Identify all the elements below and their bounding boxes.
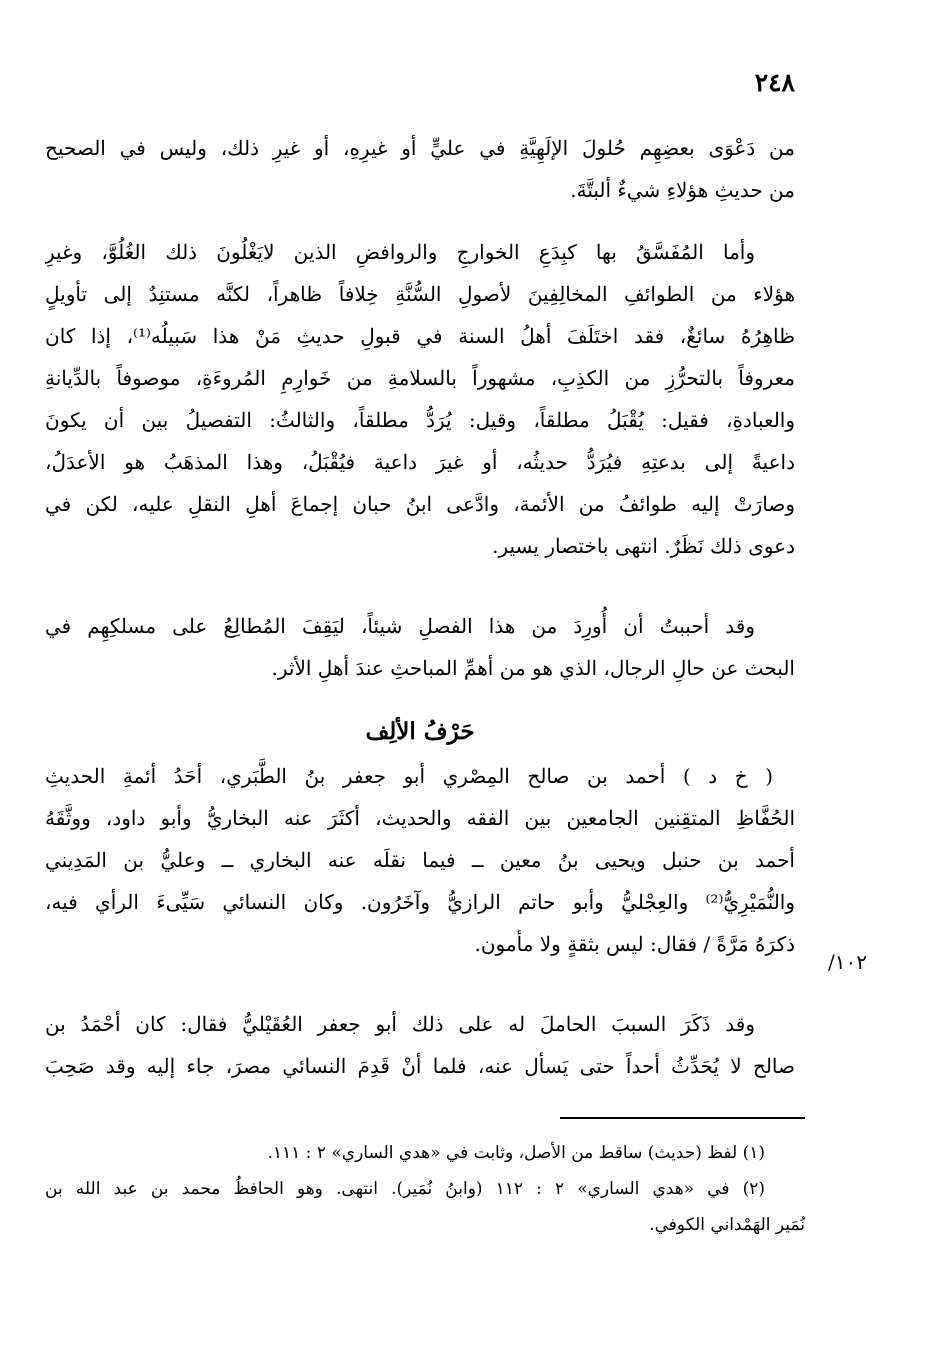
text-line: الحُفَّاظِ المتقِنين الجامعين بين الفقه والحديث، أكثَرَ عنه البخاريُّ وأبو داود، ووثَّقَهُ: [45, 806, 795, 830]
paragraph-2: [45, 231, 795, 567]
paragraph-3: [45, 605, 795, 689]
text-line: البحث عن حالِ الرجال، الذي هو من أهمِّ المباحثِ عندَ أهلِ الأثر.: [271, 656, 795, 680]
text-line: ظاهِرُهُ سائغٌ، فقد اختَلَفَ أهلُ السنة في قبولِ حديثِ مَنْ هذا سَبيلُه⁽¹⁾، إذا كان: [45, 324, 795, 348]
entry-paragraph-2: [45, 1003, 795, 1087]
paragraph-1: [45, 127, 795, 211]
text-line: ( خ د ) أحمد بن صالح المِصْري أبو جعفر بنُ الطَّبَري، أحَدُ أئمةِ الحديثِ: [45, 764, 773, 788]
text-line: وقد أحببتُ أن أُورِدَ من هذا الفصلِ شيئاً، ليَقِفَ المُطالِعُ على مسلكِهِم في: [45, 614, 755, 638]
section-heading: حَرْفُ الألِف: [365, 718, 475, 745]
text-line: دعوى ذلك نَظَرٌ. انتهى باختصار يسير.: [492, 534, 795, 558]
entry-paragraph-1: [45, 755, 795, 965]
margin-page-reference: ١٠٢/: [828, 950, 867, 974]
text-line: صالح لا يُحَدِّثُ أحداً حتى يَسأل عنه، فلما أنْ قَدِمَ النسائي مصرَ، جاء إليه وقد صَحِبَ: [45, 1054, 795, 1078]
footnote-2: (٢) في «هدي الساري» ٢ : ١١٢ (وابنُ نُمَير). انتهى. وهو الحافظُ محمد بن عبد الله بن: [45, 1179, 765, 1199]
text-line: وصارَتْ إليه طوائفُ من الأئمة، وادَّعى ابنُ حبان إجماعَ أهلِ النقلِ عليه، لكن في: [45, 492, 795, 516]
text-line: وقد ذَكَرَ السببَ الحاملَ له على ذلك أبو جعفر العُقَيْليُّ فقال: كان أحْمَدُ بن: [45, 1012, 755, 1036]
text-line: من حديثِ هؤلاءِ شيءٌ ألبتَّةَ.: [570, 178, 795, 202]
footnote-2-continuation: نُمَير الهَمْداني الكوفي.: [649, 1215, 805, 1235]
text-line: والعبادةِ، فقيل: يُقْبَلُ مطلقاً، وقيل: يُرَدُّ مطلقاً، والثالثُ: التفصيلُ بين أن يكونَ: [45, 408, 795, 432]
text-line: ذكرَهُ مَرَّةً / فقال: ليس بثقةٍ ولا مأمون.: [474, 932, 795, 956]
footnotes: [45, 1135, 805, 1243]
text-line: معروفاً بالتحرُّزِ من الكذِبِ، مشهوراً بالسلامةِ من خَوارِمِ المُروءَةِ، موصوفاً بالدِّيانةِ: [45, 366, 795, 390]
text-line: من دَعْوَى بعضِهِم حُلولَ الإلَهِيَّةِ في عليٍّ أو غيرِهِ، أو غيرِ ذلك، وليس في الصحيح: [45, 136, 795, 160]
footnote-1: (١) لفظ (حديث) ساقط من الأصل، وثابت في «هدي الساري» ٢ : ١١١.: [267, 1143, 765, 1163]
text-line: هؤلاء من الطوائفِ المخالِفِينَ لأصولِ السُّنَّةِ خِلافاً ظاهراً، لكنَّه مستنِدٌ إلى تأويلٍ: [45, 282, 795, 306]
page-number: ٢٤٨: [754, 68, 795, 97]
text-line: وأما المُفَسَّقُ بها كبِدَعِ الخوارجِ والروافضِ الذين لايَغْلُونَ ذلك الغُلُوَّ، وغيرِ: [45, 240, 755, 264]
text-line: أحمد بن حنبل ويحيى بنُ معين ــ فيما نقلَه عنه البخاري ــ وعليُّ بن المَدِيني: [45, 848, 795, 872]
text-line: داعيةً إلى بدعتِهِ فيُرَدُّ حديثُه، أو غيرَ داعية فيُقْبَلُ، وهذا المذهَبُ هو الأعدَلُ،: [45, 450, 795, 474]
footnote-separator: [560, 1117, 805, 1119]
text-line: والنُّمَيْرِيُّ⁽²⁾ والعِجْليُّ وأبو حاتم الرازيُّ وآخَرُون. وكان النسائي سَيِّىءَ الرأي فيه،: [45, 890, 795, 914]
